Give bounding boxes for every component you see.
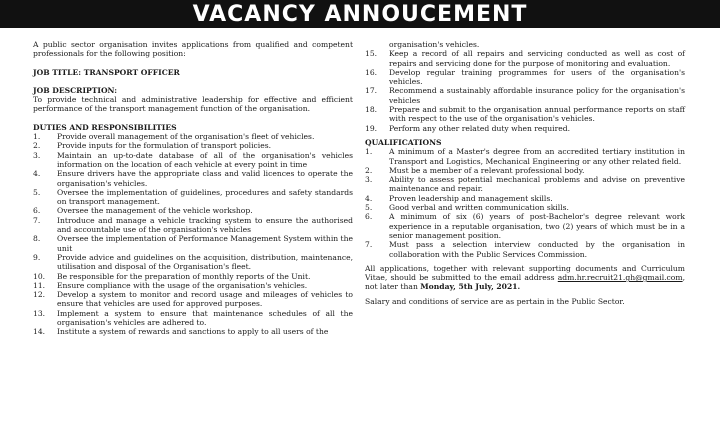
list-item-text: Be responsible for the preparation of monthly reports of the Unit. xyxy=(57,271,311,281)
list-item-number: 16. xyxy=(365,67,378,77)
list-item-number: 10. xyxy=(33,271,46,281)
list-item-number: 1. xyxy=(33,132,41,142)
list-item xyxy=(365,166,685,175)
list-item xyxy=(33,151,353,170)
list-item-number: 7. xyxy=(365,240,373,250)
list-item-number: 4. xyxy=(365,193,373,203)
list-item-number: 15. xyxy=(365,49,378,59)
list-item xyxy=(365,40,685,49)
list-item xyxy=(365,68,685,87)
list-item-text: Introduce and manage a vehicle tracking system to ensure the authorised and accountable use of the organisation's vehicles xyxy=(57,215,353,235)
job-description-heading: JOB DESCRIPTION: xyxy=(33,85,118,95)
list-item xyxy=(365,203,685,212)
list-item xyxy=(33,253,353,272)
list-item xyxy=(365,86,685,105)
list-item xyxy=(33,216,353,235)
list-item-number: 11. xyxy=(33,280,46,290)
list-item xyxy=(33,132,353,141)
list-item-text: Recommend a sustainably affordable insurance policy for the organisation's vehicles xyxy=(389,86,685,105)
header-banner xyxy=(0,0,720,28)
list-item-number: 12. xyxy=(33,290,46,300)
list-item-text: Oversee the implementation of Performance Management System within the unit xyxy=(57,234,353,253)
duties-heading: DUTIES AND RESPONSIBILITIES xyxy=(33,122,177,132)
list-item xyxy=(365,147,685,166)
list-item-text: Ability to assess potential mechanical problems and advise on preventive maintenance and repair. xyxy=(389,175,685,194)
deadline-prefix: , not later than xyxy=(365,273,685,292)
duties-list xyxy=(33,132,353,337)
list-item-text: Oversee the implementation of guidelines, procedures and safety standards on transport management. xyxy=(57,187,353,207)
list-item-text: Provide overall management of the organisation's fleet of vehicles. xyxy=(57,132,315,142)
qualifications-list xyxy=(365,147,685,259)
list-item xyxy=(33,141,353,150)
list-item-number: 6. xyxy=(33,206,41,216)
list-item-text: Provide advice and guidelines on the acquisition, distribution, maintenance, utilisation and disposal of the Organisation's fleet. xyxy=(57,252,353,272)
list-item xyxy=(33,169,353,188)
list-item-number: 14. xyxy=(33,327,46,337)
left-column xyxy=(33,40,353,337)
list-item-text: A minimum of six (6) years of post-Bachelor's degree relevant work experience in a reputable organisation, two (2) years of which must be in a senior management position. xyxy=(389,212,685,240)
list-item xyxy=(33,206,353,215)
list-item-text: Perform any other related duty when required. xyxy=(389,123,570,133)
list-item-number: 6. xyxy=(365,212,373,222)
list-item xyxy=(365,240,685,259)
list-item-number: 9. xyxy=(33,252,41,262)
list-item-number: 13. xyxy=(33,308,46,318)
list-item-text: Must pass a selection interview conducted by the organisation in collaboration with the Public Services Commission. xyxy=(389,240,685,259)
job-description-text: To provide technical and administrative leadership for effective and efficient performance of the transport management function of the organisation. xyxy=(33,95,353,114)
list-item-number: 5. xyxy=(365,203,373,213)
list-item xyxy=(33,272,353,281)
list-item-number: 19. xyxy=(365,123,378,133)
list-item-text: Oversee the management of the vehicle workshop. xyxy=(57,206,253,216)
salary-text: Salary and conditions of service are as pertain in the Public Sector. xyxy=(365,296,625,306)
list-item-text: Maintain an up-to-date database of all of the organisation's vehicles information on the location of each vehicle at every point in time xyxy=(57,150,353,169)
list-item-text: Ensure compliance with the usage of the organisation's vehicles. xyxy=(57,280,308,290)
list-item xyxy=(33,290,353,309)
applications-text: All applications, together with relevant supporting documents and Curriculum Vitae, should be submitted to the email address xyxy=(365,263,685,283)
list-item-number: 4. xyxy=(33,169,41,179)
list-item xyxy=(365,194,685,203)
intro-text: A public sector organisation invites applications from qualified and competent professionals for the following position: xyxy=(33,40,353,59)
deadline-date: Monday, 5th July, 2021. xyxy=(420,282,521,292)
list-item-number: 7. xyxy=(33,215,41,225)
list-item-number xyxy=(365,40,389,49)
list-item-text: Keep a record of all repairs and servicing conducted as well as cost of repairs and servicing done for the purpose of monitoring and evaluation. xyxy=(389,49,685,68)
list-item-text: Institute a system of rewards and sanctions to apply to all users of the xyxy=(57,327,329,337)
list-item-text: Prepare and submit to the organisation annual performance reports on staff with respect to the use of the organisation's vehicles. xyxy=(389,105,685,124)
list-item-text: Good verbal and written communication skills. xyxy=(389,203,569,213)
list-item xyxy=(33,281,353,290)
applications-paragraph xyxy=(365,264,685,292)
list-item xyxy=(365,124,685,133)
page-title: VACANCY ANNOUCEMENT xyxy=(192,1,528,27)
list-item xyxy=(33,309,353,328)
list-item-number: 17. xyxy=(365,86,378,96)
duties-list-continued xyxy=(365,40,685,133)
qualifications-heading: QUALIFICATIONS xyxy=(365,137,442,147)
list-item xyxy=(33,188,353,207)
list-item-text: organisation's vehicles. xyxy=(389,40,480,49)
list-item-number: 18. xyxy=(365,105,378,115)
list-item-number: 5. xyxy=(33,187,41,197)
list-item xyxy=(365,105,685,124)
list-item-text: Must be a member of a relevant professional body. xyxy=(389,165,585,175)
list-item-number: 3. xyxy=(33,150,41,160)
list-item-number: 2. xyxy=(33,141,41,151)
list-item-text: Proven leadership and management skills. xyxy=(389,193,553,203)
list-item xyxy=(365,175,685,194)
list-item xyxy=(33,234,353,253)
job-title: JOB TITLE: TRANSPORT OFFICER xyxy=(33,67,180,77)
list-item-number: 3. xyxy=(365,175,373,185)
list-item-text: Develop regular training programmes for users of the organisation's vehicles. xyxy=(389,67,685,87)
list-item xyxy=(365,212,685,240)
list-item-number: 1. xyxy=(365,147,373,157)
email-link[interactable]: adm.hr.recruit21.gh@gmail.com xyxy=(557,273,683,283)
right-column xyxy=(365,40,685,306)
list-item-text: Provide inputs for the formulation of transport policies. xyxy=(57,141,272,151)
list-item-text: Develop a system to monitor and record usage and mileages of vehicles to ensure that vehicles are used for approved purposes. xyxy=(57,290,353,309)
list-item-number: 8. xyxy=(33,234,41,244)
list-item-text: A minimum of a Master's degree from an accredited tertiary institution in Transport and Logistics, Mechanical Engineering or any other related field. xyxy=(389,147,685,166)
list-item xyxy=(365,49,685,68)
list-item-text: Ensure drivers have the appropriate class and valid licences to operate the organisation's vehicles. xyxy=(57,169,353,188)
list-item-text: Implement a system to ensure that maintenance schedules of all the organisation's vehicles are adhered to. xyxy=(57,308,353,328)
list-item xyxy=(33,327,353,336)
list-item-number: 2. xyxy=(365,165,373,175)
